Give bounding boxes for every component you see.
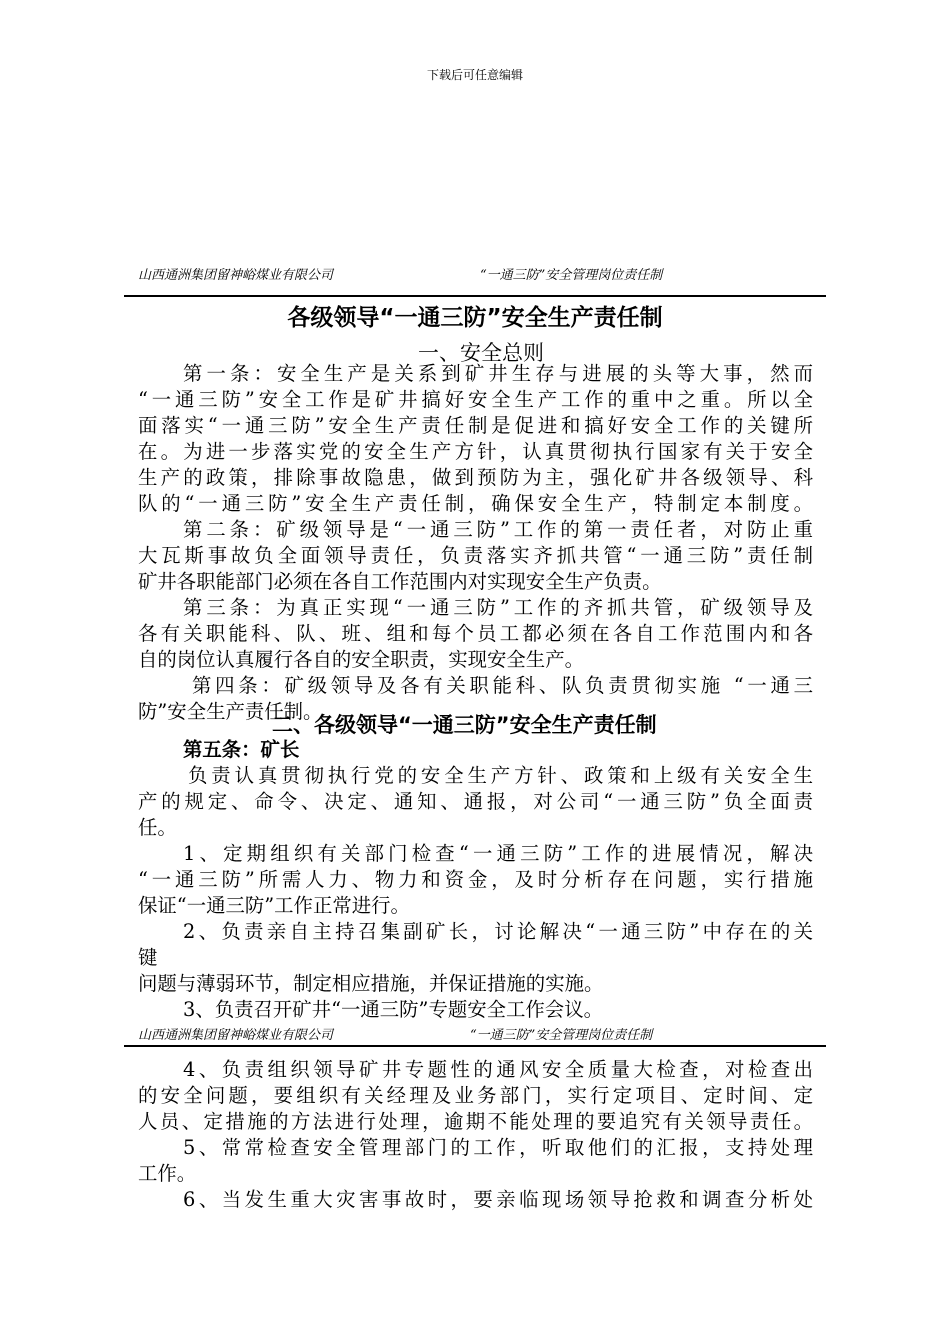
- duty-item-4-line: 4、负责组织领导矿井专题性的通风安全质量大检查，对检查出: [183, 1058, 813, 1081]
- duty-item-1-line: 1、定期组织有关部门检查“一通三防”工作的进展情况，解决: [183, 842, 813, 865]
- article-5-line: 产的规定、命令、决定、通知、通报，对公司“一通三防”负全面责: [138, 790, 813, 813]
- document-title: 各级领导“一通三防”安全生产责任制: [287, 305, 663, 331]
- header-rule: [124, 1045, 826, 1047]
- article-3-line: 自的岗位认真履行各自的安全职责，实现安全生产。: [138, 648, 584, 671]
- header-company: 山西通洲集团留神峪煤业有限公司: [138, 1028, 334, 1043]
- download-note: 下载后可任意编辑: [426, 68, 523, 82]
- header-doc-title: “一通三防”安全管理岗位责任制: [480, 268, 663, 283]
- article-3-line: 第三条：为真正实现“一通三防”工作的齐抓共管，矿级领导及: [183, 596, 813, 619]
- section-heading-general: 一、安全总则: [418, 341, 544, 365]
- duty-item-4-line: 的安全问题，要组织有关经理及业务部门，实行定项目、定时间、定: [138, 1084, 813, 1107]
- duty-item-6-line: 6、当发生重大灾害事故时，要亲临现场领导抢救和调查分析处: [183, 1188, 813, 1211]
- article-5-line: 任。: [138, 816, 177, 839]
- duty-item-2-line: 问题与薄弱环节，制定相应措施，并保证措施的实施。: [138, 972, 604, 995]
- article-1-line: “一通三防”安全工作是矿井搞好安全生产工作的重中之重。所以全: [138, 388, 813, 411]
- header-rule: [124, 295, 826, 297]
- duty-item-2-line: 2、负责亲自主持召集副矿长，讨论解决“一通三防”中存在的关: [183, 920, 813, 943]
- article-2-line: 大瓦斯事故负全面领导责任，负责落实齐抓共管“一通三防”责任制: [138, 544, 813, 567]
- article-1-line: 在。为进一步落实党的安全生产方针，认真贯彻执行国家有关于安全: [138, 440, 813, 463]
- article-5-line: 负责认真贯彻执行党的安全生产方针、政策和上级有关安全生: [188, 764, 813, 787]
- duty-item-4-line: 人员、定措施的方法进行处理，逾期不能处理的要追究有关领导责任。: [138, 1110, 813, 1133]
- duty-item-3-line: 3、负责召开矿井“一通三防”专题安全工作会议。: [183, 998, 603, 1021]
- duty-item-5-line: 工作。: [138, 1162, 197, 1185]
- article-5-heading: 第五条：矿长: [183, 738, 300, 761]
- duty-item-2-line: 键: [138, 946, 158, 969]
- article-3-line: 各有关职能科、队、班、组和每个员工都必须在各自工作范围内和各: [138, 622, 813, 645]
- duty-item-1-line: “一通三防”所需人力、物力和资金，及时分析存在问题，实行措施: [138, 868, 813, 891]
- section-heading-leaders: 二、各级领导“一通三防”安全生产责任制: [272, 713, 657, 737]
- header-doc-title: “一通三防”安全管理岗位责任制: [470, 1028, 653, 1043]
- article-4-line: 防”安全生产责任制。: [138, 700, 323, 723]
- article-1-line: 生产的政策，排除事故隐患，做到预防为主，强化矿井各级领导、科: [138, 466, 813, 489]
- article-1-line: 队的“一通三防”安全生产责任制，确保安全生产，特制定本制度。: [138, 492, 813, 515]
- article-1-line: 第一条：安全生产是关系到矿井生存与进展的头等大事，然而: [183, 362, 813, 385]
- article-2-line: 矿井各职能部门必须在各自工作范围内对实现安全生产负责。: [138, 570, 662, 593]
- header-company: 山西通洲集团留神峪煤业有限公司: [138, 268, 334, 283]
- duty-item-5-line: 5、常常检查安全管理部门的工作，听取他们的汇报，支持处理: [183, 1136, 813, 1159]
- article-1-line: 面落实“一通三防”安全生产责任制是促进和搞好安全工作的关键所: [138, 414, 813, 437]
- article-4-line: 第四条：矿级领导及各有关职能科、队负责贯彻实施 “一通三: [192, 674, 813, 697]
- duty-item-1-line: 保证“一通三防”工作正常进行。: [138, 894, 410, 917]
- article-2-line: 第二条：矿级领导是“一通三防”工作的第一责任者，对防止重: [183, 518, 813, 541]
